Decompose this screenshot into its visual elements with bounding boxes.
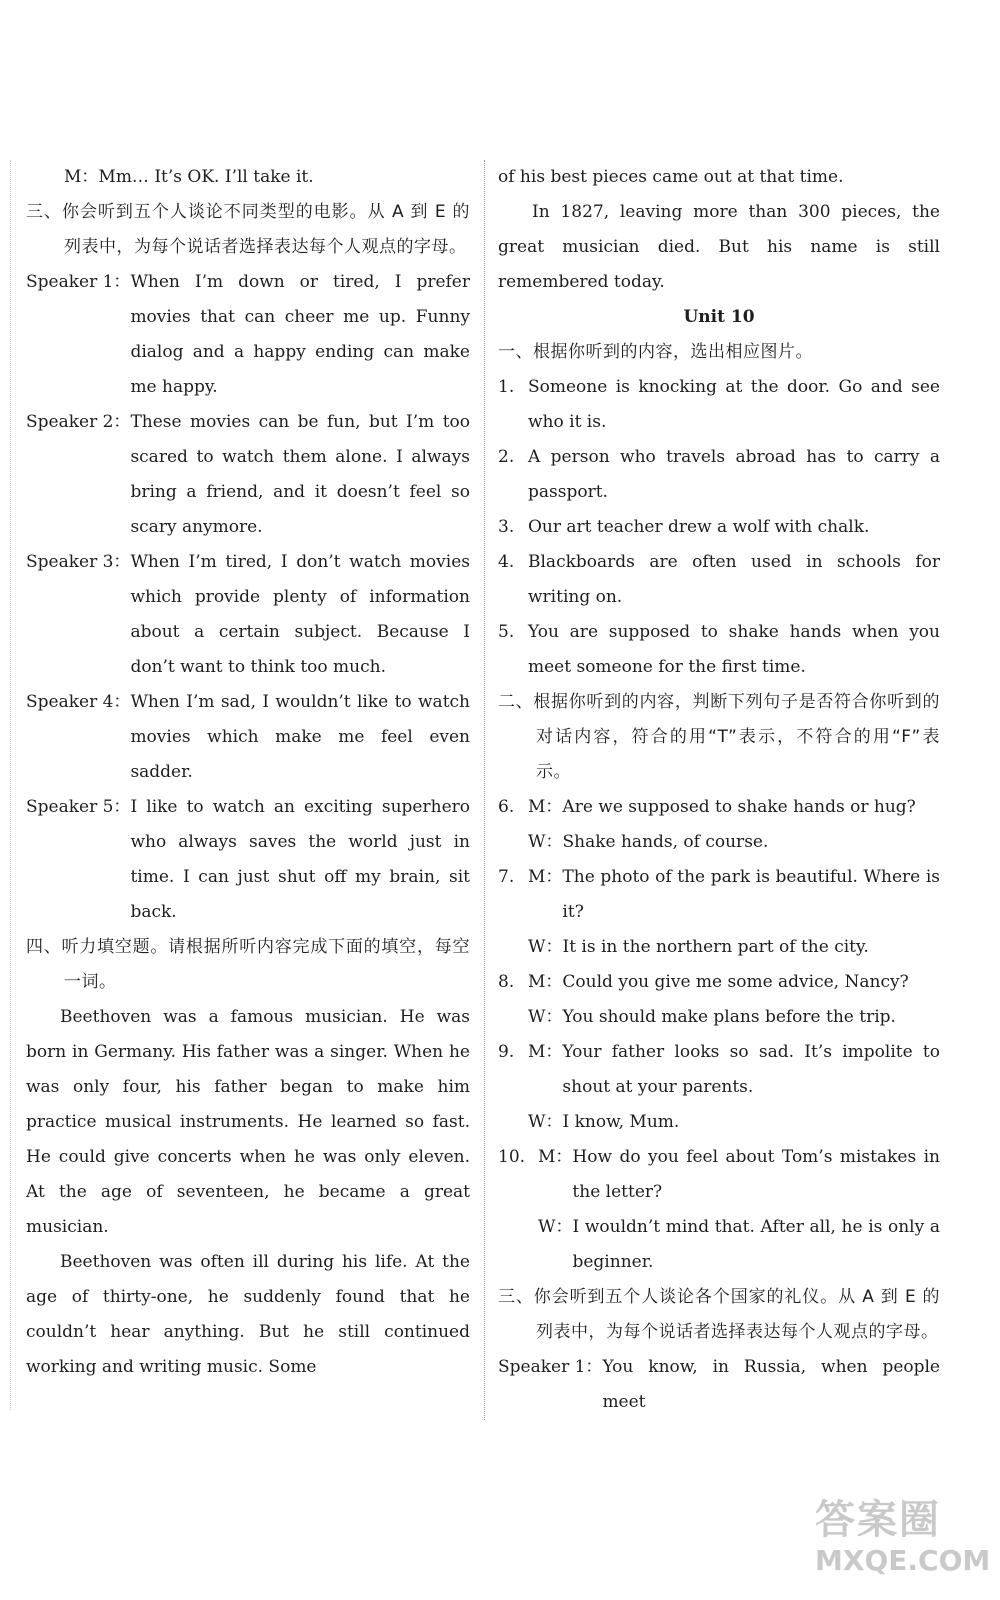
dialog-number: 10. xyxy=(498,1147,526,1167)
speaker-m-label: M： xyxy=(538,1147,573,1167)
dialog-text: I know, Mum. xyxy=(562,1112,680,1132)
speaker-label: Speaker 5： xyxy=(26,797,131,817)
dialog-w-line xyxy=(498,1210,940,1280)
speaker-w-label: W： xyxy=(528,832,563,852)
item-text: Someone is knocking at the door. Go and see who it is. xyxy=(528,377,940,432)
section-heading-4: 四、听力填空题。请根据所听内容完成下面的填空，每空一词。 xyxy=(26,937,470,992)
dialog-w-line xyxy=(498,1000,940,1035)
item-text: Blackboards are often used in schools for writing on. xyxy=(528,552,940,607)
speaker-text: These movies can be fun, but I’m too scared to watch them alone. I always bring a friend, and it doesn’t feel so scary anymore. xyxy=(130,412,470,537)
speaker-text: When I’m sad, I wouldn’t like to watch movies which make me feel even sadder. xyxy=(130,692,470,782)
dialog-text: I wouldn’t mind that. After all, he is only a beginner. xyxy=(572,1217,940,1272)
section-heading-3: 三、你会听到五个人谈论不同类型的电影。从 A 到 E 的列表中，为每个说话者选择表达每个人观点的字母。 xyxy=(26,202,470,257)
item-number: 2. xyxy=(498,447,515,467)
speaker-label: Speaker 1： xyxy=(498,1357,603,1377)
passage-continuation: of his best pieces came out at that time. xyxy=(498,167,844,187)
speaker-entry xyxy=(26,685,470,790)
left-column xyxy=(26,160,470,1385)
speaker-m-label: M： xyxy=(528,972,563,992)
list-item xyxy=(498,545,940,615)
dialog-w-line xyxy=(498,825,940,860)
speaker-text: I like to watch an exciting superhero who always saves the world just in time. I can just shut off my brain, sit back. xyxy=(130,797,470,922)
unit-title: Unit 10 xyxy=(683,307,755,327)
speaker-m-label: M： xyxy=(528,1042,563,1062)
speaker-text: You know, in Russia, when people meet xyxy=(602,1357,940,1412)
dialog-number: 7. xyxy=(498,867,515,887)
dialog-text: Shake hands, of course. xyxy=(562,832,769,852)
list-item xyxy=(498,440,940,510)
dialog-text: Are we supposed to shake hands or hug? xyxy=(562,797,916,817)
passage-paragraph: Beethoven was a famous musician. He was born in Germany. His father was a singer. When he was only four, his father began to make him practice musical instruments. He learned so fast. He could give concerts when he was only eleven. At the age of seventeen, he became a great musician. xyxy=(26,1007,470,1237)
list-item xyxy=(498,615,940,685)
speaker-entry xyxy=(26,790,470,930)
speaker-label: Speaker 2： xyxy=(26,412,131,432)
speaker-entry xyxy=(26,545,470,685)
dialog-text: The photo of the park is beautiful. Where is it? xyxy=(562,867,940,922)
item-number: 1. xyxy=(498,377,515,397)
dialog-text: Your father looks so sad. It’s impolite to shout at your parents. xyxy=(562,1042,940,1097)
speaker-text: When I’m tired, I don’t watch movies which provide plenty of information about a certain subject. Because I don’t want to think too much. xyxy=(130,552,470,677)
dialog-m-line xyxy=(498,1035,940,1105)
item-text: Our art teacher drew a wolf with chalk. xyxy=(528,517,870,537)
passage-paragraph: In 1827, leaving more than 300 pieces, the great musician died. But his name is still remembered today. xyxy=(498,202,940,292)
speaker-w-label: W： xyxy=(528,937,563,957)
speaker-w-label: W： xyxy=(528,1112,563,1132)
dialog-text: You should make plans before the trip. xyxy=(562,1007,896,1027)
watermark-url: MXQE.COM xyxy=(815,1544,991,1577)
passage-paragraph: Beethoven was often ill during his life. At the age of thirty-one, he suddenly found that he couldn’t hear anything. But he still continued working and writing music. Some xyxy=(26,1252,470,1377)
dialog-number: 9. xyxy=(498,1042,515,1062)
dialog-w-line xyxy=(498,1105,940,1140)
column-divider xyxy=(484,160,485,1420)
speaker-text: When I’m down or tired, I prefer movies that can cheer me up. Funny dialog and a happy ending can make me happy. xyxy=(130,272,470,397)
right-column xyxy=(498,160,940,1420)
speaker-entry xyxy=(498,1350,940,1420)
item-text: You are supposed to shake hands when you meet someone for the first time. xyxy=(528,622,940,677)
speaker-entry xyxy=(26,265,470,405)
speaker-w-label: W： xyxy=(538,1217,573,1237)
dialog-m-line xyxy=(498,965,940,1000)
dialog-text: It is in the northern part of the city. xyxy=(562,937,869,957)
dialog-w-line xyxy=(498,930,940,965)
speaker-w-label: W： xyxy=(528,1007,563,1027)
dialog-m-line xyxy=(498,1140,940,1210)
dialog-number: 6. xyxy=(498,797,515,817)
watermark-logo xyxy=(815,1496,991,1586)
speaker-entry xyxy=(26,405,470,545)
dialog-number: 8. xyxy=(498,972,515,992)
speaker-m-label: M： xyxy=(528,867,563,887)
list-item xyxy=(498,510,940,545)
speaker-label: Speaker 1： xyxy=(26,272,131,292)
speaker-label: Speaker 4： xyxy=(26,692,131,712)
item-number: 3. xyxy=(498,517,515,537)
watermark-text: 答案圈 xyxy=(815,1497,941,1543)
dialog-m-line xyxy=(498,790,940,825)
dialog-line: M：Mm… It’s OK. I’ll take it. xyxy=(64,167,314,187)
section-heading-3-right: 三、你会听到五个人谈论各个国家的礼仪。从 A 到 E 的列表中，为每个说话者选择表达每个人观点的字母。 xyxy=(498,1287,940,1342)
speaker-m-label: M： xyxy=(528,797,563,817)
section-heading-1: 一、根据你听到的内容，选出相应图片。 xyxy=(498,342,813,362)
item-number: 4. xyxy=(498,552,515,572)
dialog-text: How do you feel about Tom’s mistakes in the letter? xyxy=(572,1147,940,1202)
speaker-label: Speaker 3： xyxy=(26,552,131,572)
section-heading-2: 二、根据你听到的内容，判断下列句子是否符合你听到的对话内容，符合的用“T”表示，不符合的用“F”表示。 xyxy=(498,692,940,782)
item-number: 5. xyxy=(498,622,515,642)
dialog-text: Could you give me some advice, Nancy? xyxy=(562,972,909,992)
dialog-m-line xyxy=(498,860,940,930)
list-item xyxy=(498,370,940,440)
left-margin-line xyxy=(10,160,11,1410)
item-text: A person who travels abroad has to carry a passport. xyxy=(528,447,940,502)
